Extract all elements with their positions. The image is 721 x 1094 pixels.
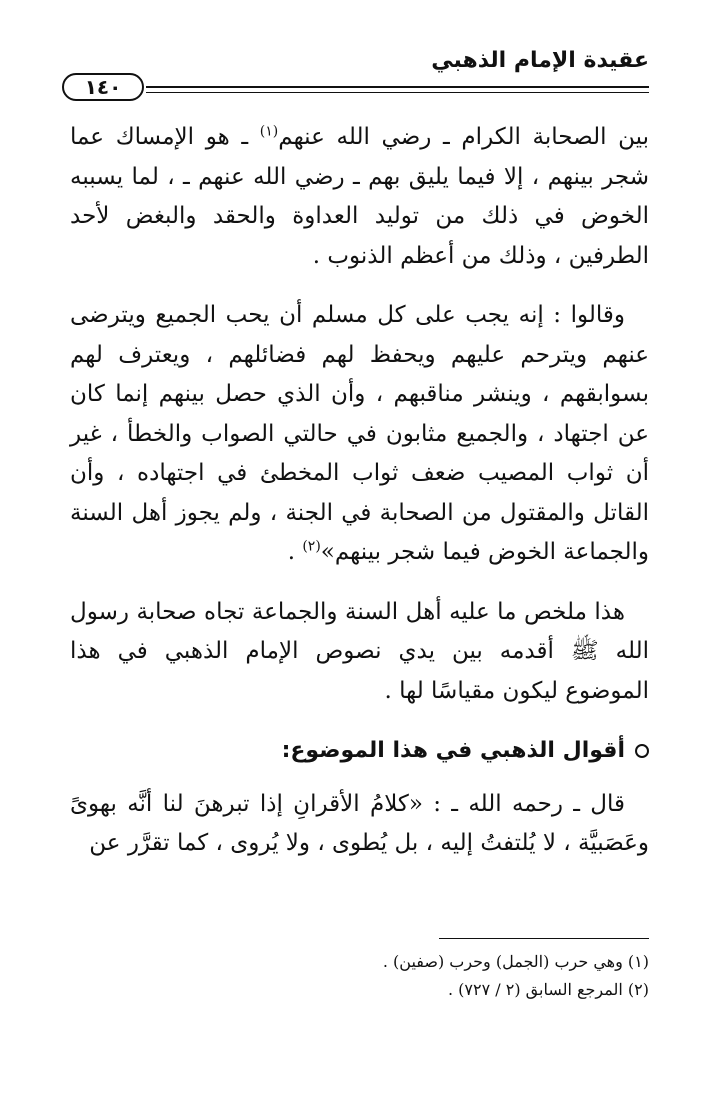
main-text xyxy=(70,118,649,884)
header-rule xyxy=(146,86,649,88)
paragraph-1-text-continued: ـ هو الإمساك عما شجر بينهم ، إلا فيما يليق بهم ـ رضي الله عنهم ـ ، لما يسببه الخوض في ذلك من توليد العداوة والحقد والبغض لأحد الطرفين ، وذلك من أعظم الذنوب . xyxy=(70,124,649,269)
footnote-ref-1: (١) xyxy=(259,123,279,140)
header-rule-thin xyxy=(146,92,649,93)
circle-bullet-icon xyxy=(635,744,649,758)
footnote-separator xyxy=(439,938,649,939)
footnotes xyxy=(70,948,649,1004)
page-number: ١٤٠ xyxy=(62,73,144,101)
footnote-2: (٢) المرجع السابق (٢ / ٧٢٧) . xyxy=(447,980,649,999)
section-heading xyxy=(70,731,649,771)
paragraph-1-text: بين الصحابة الكرام ـ رضي الله عنهم xyxy=(278,124,649,150)
section-heading-text: أقوال الذهبي في هذا الموضوع: xyxy=(281,738,625,763)
footnote-ref-2: (٢) xyxy=(302,538,321,555)
paragraph-2 xyxy=(70,296,649,573)
footnote-1: (١) وهي حرب (الجمل) وحرب (صفين) . xyxy=(382,952,649,971)
paragraph-2-end: . xyxy=(287,539,303,565)
paragraph-4: قال ـ رحمه الله ـ : «كلامُ الأقرانِ إذا تبرهنَ لنا أنَّه بهوىً وعَصَبيَّة ، لا يُلتفتُ إليه ، بل يُطوى ، ولا يُروى ، كما تقرَّر عن xyxy=(70,790,649,856)
paragraph-1 xyxy=(70,118,649,276)
running-header: عقيدة الإمام الذهبي xyxy=(431,48,649,73)
paragraph-3: هذا ملخص ما عليه أهل السنة والجماعة تجاه صحابة رسول الله ﷺ أقدمه بين يدي نصوص الإمام الذهبي في هذا الموضوع ليكون مقياسًا لها . xyxy=(70,598,649,704)
paragraph-2-text: وقالوا : إنه يجب على كل مسلم أن يحب الجميع ويترضى عنهم ويترحم عليهم ويحفظ لهم فضائلهم ، ويعترف لهم بسوابقهم ، وينشر مناقبهم ، وأن الذي حصل بينهم إنما كان عن اجتهاد ، والجميع مثابون في حالتي الصواب والخطأ ، غير أن ثواب المصيب ضعف ثواب المخطئ في اجتهاده ، وأن القاتل والمقتول من الصحابة في الجنة ، ولم يجوز أهل السنة والجماعة الخوض فيما شجر بينهم» xyxy=(70,302,649,565)
